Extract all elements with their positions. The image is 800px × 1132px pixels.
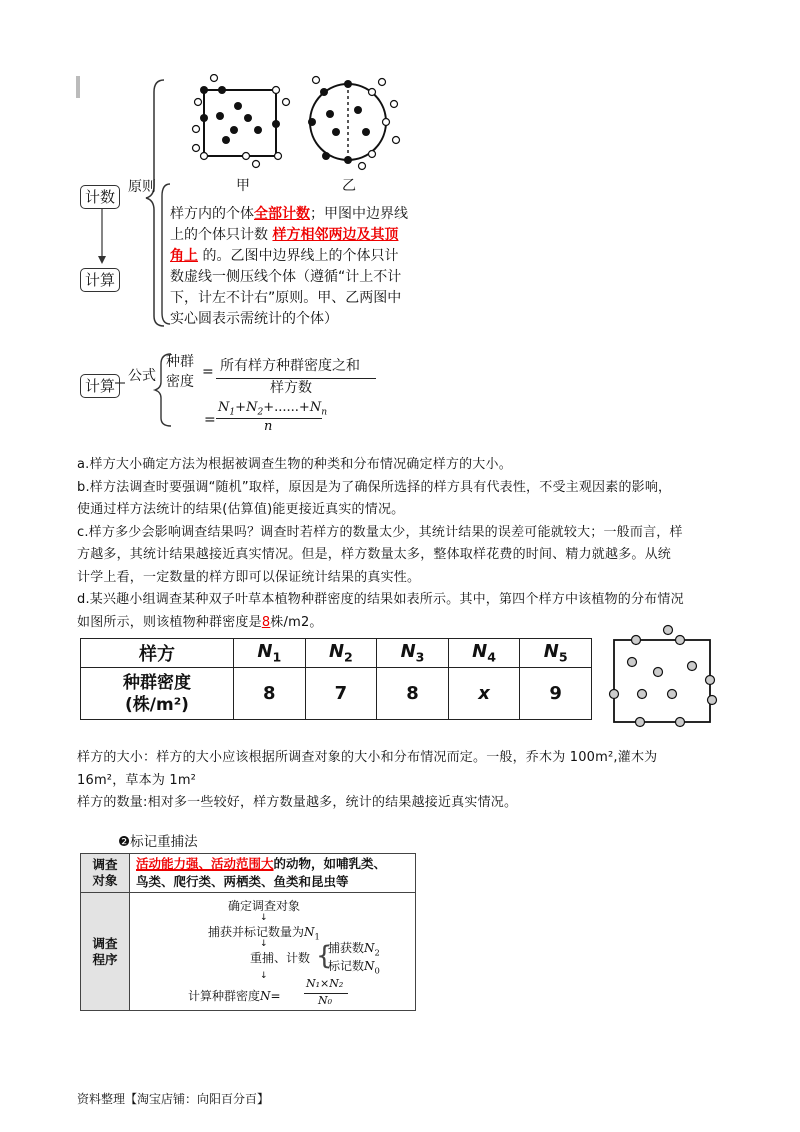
mark-recapture-table (80, 853, 416, 1011)
quadrat-table (80, 638, 592, 720)
row-label-subject: 调查 对象 (81, 854, 130, 893)
table-cell: 7 (305, 668, 377, 720)
step-capture-count: 捕获数$N_2$ (328, 941, 380, 958)
step-recapture-count: 重捕、计数 (250, 951, 311, 965)
fig-b-label: 乙 (342, 178, 356, 194)
subject-description: 活动能力强、活动范围大的动物，如哺乳类、 鸟类、爬行类、两栖类、鱼类和昆虫等 (130, 854, 416, 893)
table-col-n4: $N_4$ (448, 639, 520, 668)
count-box: 计数 (80, 185, 120, 209)
table-col-n1: $N_1$ (234, 639, 306, 668)
paragraph-c-3: 计学上看，一定数量的样方即可以保证统计结果的真实性。 (77, 569, 421, 585)
step-calc-density: 计算种群密度N= (188, 989, 281, 1003)
table-cell: 9 (520, 668, 592, 720)
fig-a-label: 甲 (236, 178, 250, 194)
table-cell: 8 (377, 668, 449, 720)
density-label: 种群 密度 (166, 354, 194, 390)
arrow-down-icon: ↓ (260, 971, 268, 981)
step-determine-target: 确定调查对象 (228, 899, 301, 913)
paragraph-d-1: d.某兴趣小组调查某种双子叶草本植物种群密度的结果如表所示。其中，第四个样方中该植物的分布情况 (77, 592, 684, 607)
arrow-down-icon: ↓ (260, 913, 268, 923)
principle-label: 原则 (128, 179, 156, 195)
equals-sign-1: = (202, 364, 214, 380)
footer-text: 资料整理【淘宝店铺：向阳百分百】 (77, 1092, 270, 1106)
formula-numerator-2: $N_1+N_2+......+N_n$ (218, 400, 328, 418)
procedure-steps (130, 893, 416, 1011)
formula-label: 公式 (128, 368, 156, 384)
table-col-n2: $N_2$ (305, 639, 377, 668)
equals-sign-2: = (204, 412, 216, 428)
brace-icon: { (316, 941, 333, 971)
table-col-n5: $N_5$ (520, 639, 592, 668)
table-header-quadrat: 样方 (81, 639, 234, 668)
paragraph-b-2: 使通过样方法统计的结果(估算值)能更接近真实的情况。 (77, 502, 405, 517)
table-row-label: 种群密度 (株/m²) (81, 668, 234, 720)
arrow-down-icon: ↓ (260, 939, 268, 949)
fraction-top: N₁×N₂ (306, 977, 344, 990)
table-cell: x (448, 668, 520, 720)
paragraph-b-1: b.样方法调查时要强调“随机”取样，原因是为了确保所选择的样方具有代表性，不受主观因素的影响， (77, 479, 672, 495)
step-capture-mark: 捕获并标记数量为$N_1$ (208, 925, 320, 942)
calc-box-2: 计算 (80, 374, 120, 398)
row-label-procedure: 调查 程序 (81, 893, 130, 1011)
table-cell: 8 (234, 668, 306, 720)
formula-numerator: 所有样方种群密度之和 (220, 358, 360, 374)
table-col-n3: $N_3$ (377, 639, 449, 668)
formula-denominator: 样方数 (270, 380, 312, 396)
quadrat-four-figure (600, 622, 726, 730)
fraction-bottom: N₀ (318, 994, 333, 1007)
quadrat-size-text: 样方的大小：样方的大小应该根据所调查对象的大小和分布情况而定。一般，乔木为 100m²,灌木为 16m²，草本为 1m² 样方的数量:相对多一些较好，样方数量越多，统计的结果越接近真实情况。 (77, 750, 658, 810)
calc-box: 计算 (80, 268, 120, 292)
paragraph-c-2: 方越多，其统计结果越接近真实情况。但是，样方数量太多，整体取样花费的时间、精力就越多。从统 (77, 547, 672, 562)
mark-recapture-title: ❷标记重捕法 (118, 834, 198, 850)
paragraph-block (77, 454, 727, 634)
counting-rule-text: 样方内的个体全部计数；甲图中边界线 上的个体只计数 样方相邻两边及其顶 角上 的。乙图中边界线上的个体只计 数虚线一侧压线个体（遵循“计上不计 下，计左不计右”原则。甲、乙两图中 实心圆表示需统计的个体） (170, 206, 408, 327)
paragraph-c-1: c.样方多少会影响调查结果吗？调查时若样方的数量太少，其统计结果的误差可能就较大；一般而言，样 (77, 524, 683, 540)
paragraph-d-2: 如图所示，则该植物种群密度是8株/m2。 (77, 614, 323, 630)
answer-value: 8 (261, 614, 271, 630)
paragraph-a: a.样方大小确定方法为根据被调查生物的种类和分布情况确定样方的大小。 (77, 457, 512, 472)
formula-denominator-2: n (264, 419, 273, 434)
step-mark-count: 标记数$N_0$ (328, 959, 380, 976)
quadrat-figures (186, 74, 406, 174)
